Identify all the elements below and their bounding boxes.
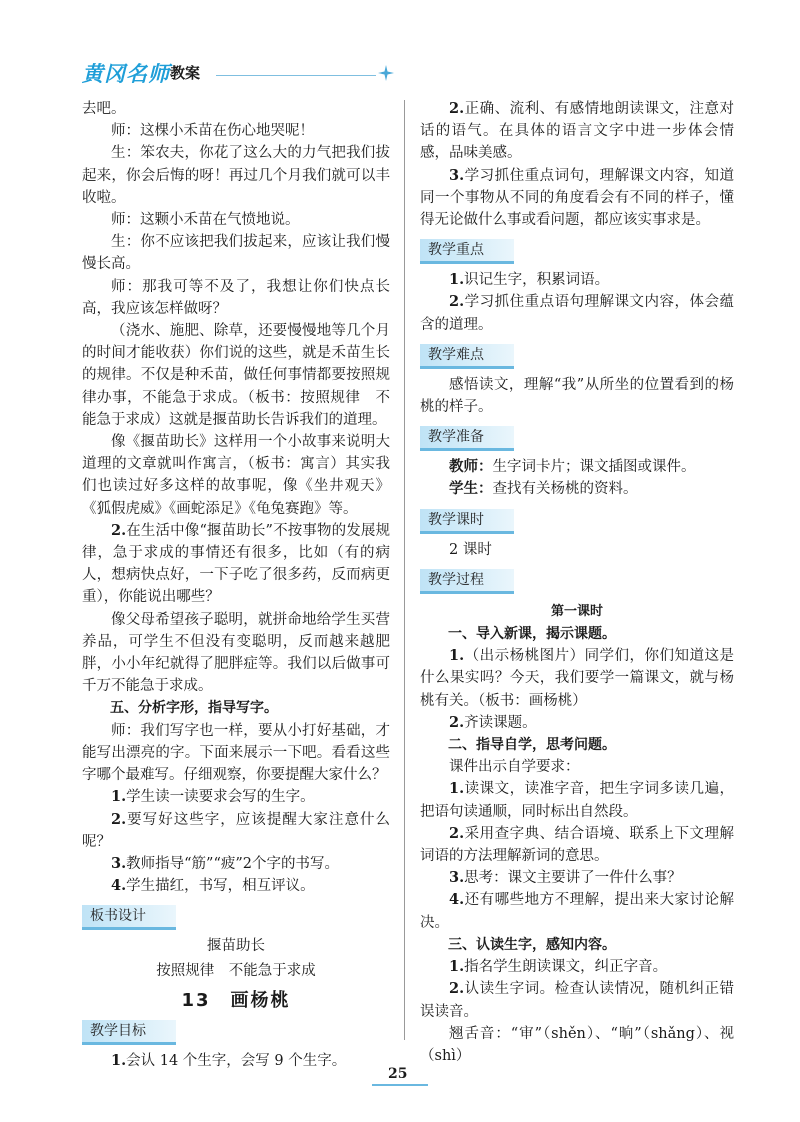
tag-label: 教学难点 (428, 346, 484, 363)
item-text: 教师指导“筋”“疲”2个字的书写。 (126, 855, 340, 872)
item-number: 2. (449, 824, 465, 842)
tag-underline (420, 591, 514, 594)
item-number: 3. (449, 869, 465, 887)
tag-underline (82, 927, 176, 930)
item-text: 齐读课题。 (464, 714, 537, 731)
item-text: 认读生字词。检查认读情况，随机纠正错误读音。 (420, 981, 734, 1020)
period-heading: 第一课时 (550, 603, 603, 619)
paragraph: （浇水、施肥、除草，还要慢慢地等几个月的时间才能收获）你们说的这些，就是禾苗生长的规律。不仅是种禾苗，做任何事情都要按照规律办事，不能急于求成。（板书：按照规律 不能急于求成）这就是揠苗助长告诉我们的道理。 (82, 323, 390, 428)
item-number: 2. (449, 293, 465, 311)
page-number: 25 (388, 1066, 408, 1082)
item-number: 4. (111, 877, 127, 895)
tag-underline (82, 1042, 176, 1045)
prep-text: 查找有关杨桃的资料。 (492, 481, 638, 498)
page-number-rule (372, 1084, 428, 1086)
list-item (420, 956, 734, 978)
tag-label: 板书设计 (90, 908, 146, 925)
item-number: 1. (449, 271, 465, 289)
prep-label: 教师： (449, 458, 493, 476)
brand-logo: 黄冈名师 (82, 62, 170, 86)
list-item (420, 165, 734, 232)
brand-subtitle: 教案 (170, 64, 201, 82)
list-item (82, 853, 390, 875)
item-number: 2. (449, 980, 465, 998)
section-tag-key-points (420, 237, 734, 265)
paragraph: 课件出示自学要求： (449, 759, 580, 776)
item-number: 2. (449, 713, 465, 731)
paragraph: 2 课时 (449, 541, 492, 558)
paragraph: 师：那我可等不及了，我想让你们快点长高，我应该怎样做呀？ (82, 278, 390, 317)
list-item (420, 98, 734, 165)
left-column (82, 98, 390, 1072)
column-divider (404, 100, 405, 1040)
section-tag-hours (420, 507, 734, 535)
paragraph: 师：我们写字也一样，要从小打好基础，才能写出漂亮的字。下面来展示一下吧。看看这些字哪个最难写。仔细观察，你要提醒大家什么？ (82, 722, 390, 784)
item-text: 还有哪些地方不理解，提出来大家讨论解决。 (420, 892, 734, 931)
item-number: 1. (449, 780, 465, 798)
list-item (420, 712, 734, 734)
section-heading: 五、分析字形，指导写字。 (110, 700, 278, 717)
paragraph: 像父母希望孩子聪明，就拼命地给学生买营养品，可学生不但没有变聪明，反而越来越肥胖，小小年纪就得了肥胖症等。我们以后做事可千万不能急于求成。 (82, 611, 390, 695)
tag-label: 教学过程 (428, 571, 484, 588)
section-tag-goals (82, 1018, 390, 1046)
paragraph: 去吧。 (82, 101, 126, 117)
list-item (82, 875, 390, 897)
page-header (82, 58, 342, 84)
item-number: 1. (111, 788, 127, 806)
list-item (82, 786, 390, 808)
prep-label: 学生： (449, 480, 493, 498)
list-item (420, 867, 734, 889)
list-item (82, 520, 390, 609)
list-item (82, 1050, 390, 1072)
board-line: 按照规律 不能急于求成 (156, 962, 316, 979)
item-text: （出示杨桃图片）同学们，你们知道这是什么果实吗？今天，我们要学一篇课文，就与杨桃有关。（板书：画杨桃） (420, 648, 734, 709)
item-number: 4. (449, 891, 465, 909)
item-text: 采用查字典、结合语境、联系上下文理解词语的方法理解新词的意思。 (420, 825, 734, 865)
tag-underline (420, 531, 514, 534)
list-item (420, 978, 734, 1022)
item-text: 学习抓住重点词句，理解课文内容，知道同一个事物从不同的角度看会有不同的样子，懂得无论做什么事或看问题，都应该实事求是。 (420, 167, 734, 229)
item-number: 1. (449, 958, 465, 976)
item-number: 2. (449, 100, 465, 117)
section-tag-process (420, 567, 734, 595)
item-text: 在生活中像“揠苗助长”不按事物的发展规律，急于求成的事情还有很多，比如（有的病人，想病快点好，一下子吃了很多药，反而病更重），你能说出哪些？ (82, 522, 390, 606)
list-item (420, 291, 734, 335)
tag-underline (420, 261, 514, 264)
paragraph: 生：笨农夫，你花了这么大的力气把我们拔起来，你会后悔的呀！再过几个月我们就可以丰收啦。 (82, 145, 390, 206)
item-text: 识记生字，积累词语。 (464, 272, 610, 289)
item-text: 思考：课文主要讲了一件什么事？ (464, 870, 682, 887)
paragraph: 翘舌音：“审”（shěn）、“晌”（shǎng）、视（shì） (420, 1025, 734, 1064)
section-tag-preparation (420, 424, 734, 452)
board-line: 揠苗助长 (207, 938, 265, 955)
prep-student (420, 478, 734, 500)
item-number: 1. (111, 1051, 127, 1069)
header-rule (216, 75, 376, 76)
sparkle-icon (378, 65, 394, 84)
item-text: 要写好这些字，应该提醒大家注意什么呢？ (82, 811, 390, 850)
lesson-title: 13 画杨桃 (181, 989, 291, 1011)
tag-label: 教学准备 (428, 429, 484, 446)
tag-underline (420, 366, 514, 369)
prep-text: 生字词卡片；课文插图或课件。 (492, 459, 696, 476)
list-item (420, 778, 734, 822)
paragraph: 师：这棵小禾苗在伤心地哭呢！ (111, 123, 314, 140)
list-item (420, 823, 734, 867)
item-text: 正确、流利、有感情地朗读课文，注意对话的语气。在具体的语言文字中进一步体会情感，品味美感。 (420, 101, 734, 162)
tag-label: 教学课时 (428, 511, 484, 528)
section-heading: 二、指导自学，思考问题。 (448, 737, 616, 754)
prep-teacher (420, 456, 734, 478)
item-text: 读课文，读准字音，把生字词多读几遍，把语句读通顺，同时标出自然段。 (420, 781, 734, 820)
section-tag-difficulties (420, 342, 734, 370)
item-number: 3. (111, 854, 127, 872)
item-number: 2. (111, 521, 127, 539)
tag-label: 教学重点 (428, 242, 484, 259)
list-item (420, 645, 734, 712)
item-number: 3. (449, 166, 465, 184)
item-text: 学习抓住重点语句理解课文内容，体会蕴含的道理。 (420, 294, 734, 333)
tag-underline (420, 448, 514, 451)
list-item (82, 809, 390, 853)
section-heading: 三、认读生字，感知内容。 (448, 936, 616, 953)
list-item (420, 889, 734, 933)
list-item (420, 269, 734, 291)
right-column (420, 98, 734, 1067)
paragraph: 像《揠苗助长》这样用一个小故事来说明大道理的文章就叫作寓言，（板书：寓言）其实我们也读过好多这样的故事呢，像《坐井观天》《狐假虎威》《画蛇添足》《龟兔赛跑》等。 (82, 434, 390, 517)
item-text: 指名学生朗读课文，纠正字音。 (464, 959, 668, 976)
section-tag-board (82, 903, 390, 931)
section-heading: 一、导入新课，揭示课题。 (448, 626, 616, 643)
paragraph: 感悟读文，理解“我”从所坐的位置看到的杨桃的样子。 (420, 376, 734, 416)
paragraph: 师：这颗小禾苗在气愤地说。 (111, 212, 300, 229)
paragraph: 生：你不应该把我们拔起来，应该让我们慢慢长高。 (82, 234, 390, 273)
item-text: 学生描红，书写，相互评议。 (126, 878, 315, 895)
item-text: 学生读一读要求会写的生字。 (126, 789, 315, 806)
item-text: 会认 14 个生字，会写 9 个生字。 (126, 1052, 347, 1069)
tag-label: 教学目标 (90, 1022, 146, 1039)
item-number: 1. (449, 647, 465, 665)
item-number: 2. (111, 810, 127, 828)
